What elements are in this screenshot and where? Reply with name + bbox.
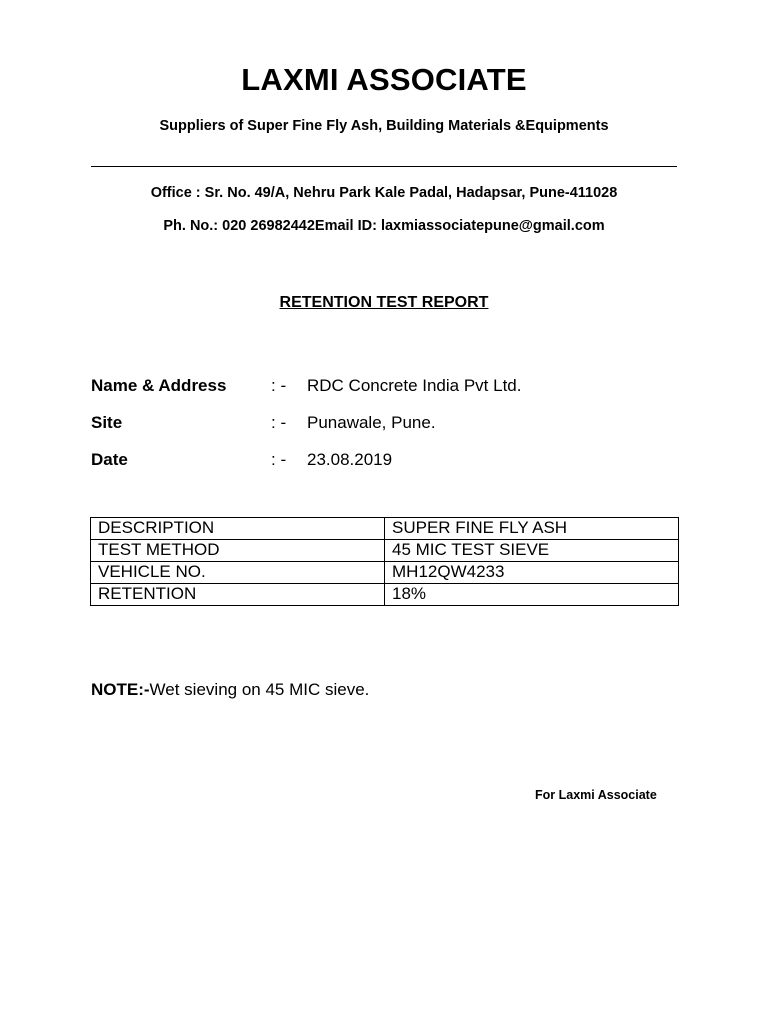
test-details-table [90,517,679,606]
table-cell-key: DESCRIPTION [91,518,385,540]
field-value: 23.08.2019 [307,450,393,469]
table-cell-key: TEST METHOD [91,540,385,562]
field-label: Date [91,450,128,469]
table-row [91,540,679,562]
field-value: Punawale, Pune. [307,413,436,432]
table-cell-value: SUPER FINE FLY ASH [385,518,679,540]
table-row [91,584,679,606]
company-tagline: Suppliers of Super Fine Fly Ash, Building Materials &Equipments [159,118,609,134]
table-row [91,518,679,540]
table-cell-value: 45 MIC TEST SIEVE [385,540,679,562]
table-cell-value: MH12QW4233 [385,562,679,584]
field-value: RDC Concrete India Pvt Ltd. [307,376,522,395]
note-text: Wet sieving on 45 MIC sieve. [149,680,370,699]
field-separator: : - [271,413,287,432]
field-separator: : - [271,376,287,395]
field-label: Name & Address [91,376,227,395]
signature-line: For Laxmi Associate [535,788,657,802]
table-cell-key: VEHICLE NO. [91,562,385,584]
table-row [91,562,679,584]
header-divider [91,166,677,167]
table-cell-key: RETENTION [91,584,385,606]
report-title: RETENTION TEST REPORT [279,294,489,311]
note-label: NOTE:- [91,680,150,699]
field-label: Site [91,413,123,432]
field-separator: : - [271,450,287,469]
contact-details: Ph. No.: 020 26982442Email ID: laxmiassociatepune@gmail.com [163,218,605,234]
office-address: Office : Sr. No. 49/A, Nehru Park Kale Padal, Hadapsar, Pune-411028 [150,185,618,201]
note [91,680,369,700]
table-cell-value: 18% [385,584,679,606]
company-name: LAXMI ASSOCIATE [241,62,527,97]
